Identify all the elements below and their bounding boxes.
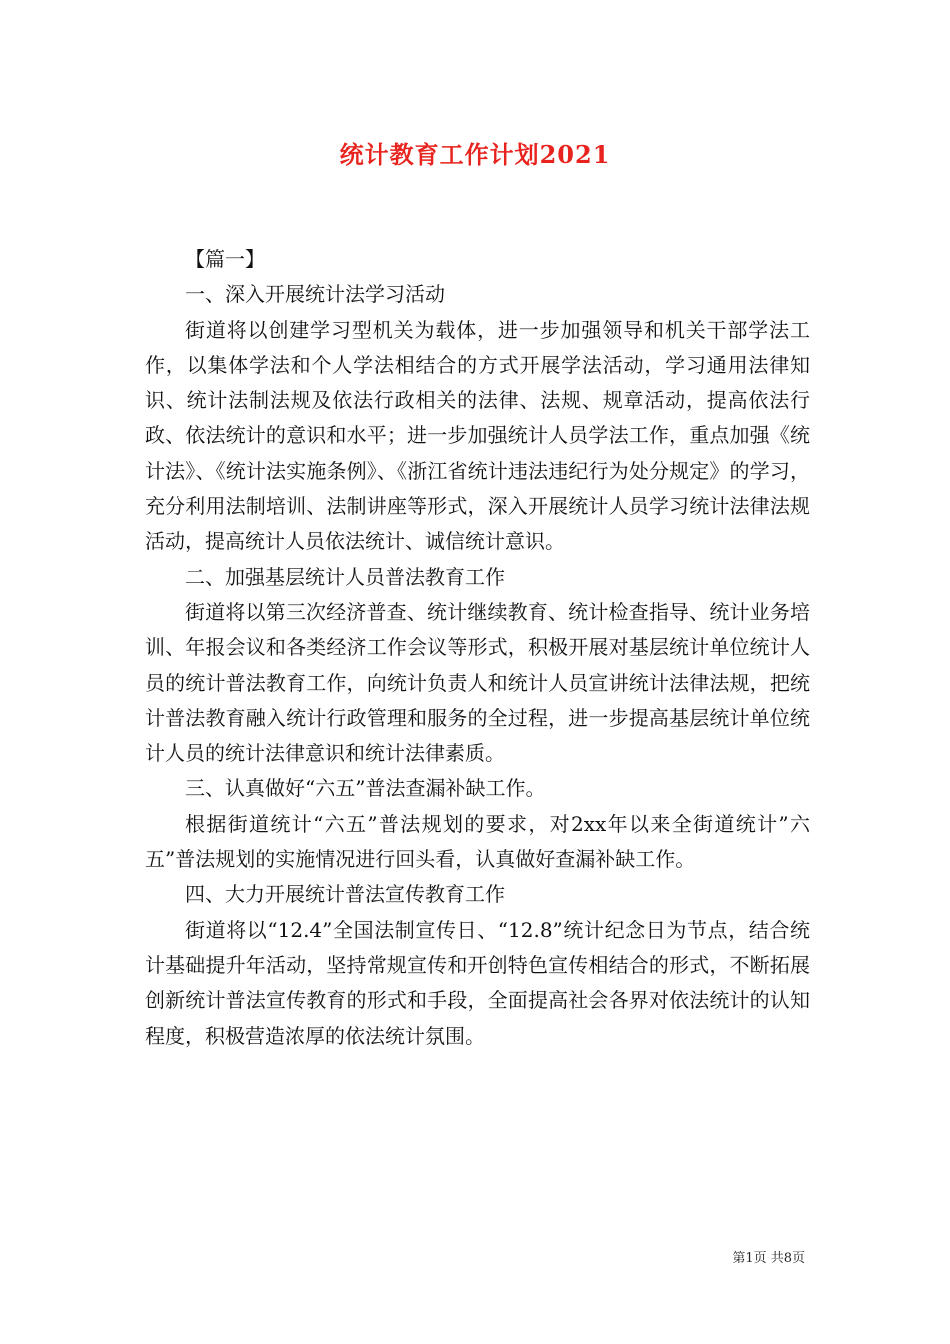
document-body	[145, 242, 810, 1054]
section-heading-2: 二、加强基层统计人员普法教育工作	[185, 564, 505, 589]
paragraph-1: 街道将以创建学习型机关为载体，进一步加强领导和机关干部学法工作，以集体学法和个人学法相结合的方式开展学法活动，学习通用法律知识、统计法制法规及依法行政相关的法律、法规、规章活动，提高依法行政、依法统计的意识和水平；进一步加强统计人员学法工作，重点加强《统计法》、《统计法实施条例》、《浙江省统计违法违纪行为处分规定》的学习，充分利用法制培训、法制讲座等形式，深入开展统计人员学习统计法律法规活动，提高统计人员依法统计、诚信统计意识。	[145, 317, 810, 554]
paragraph-3: 根据街道统计“六五”普法规划的要求，对2xx年以来全街道统计”六五”普法规划的实施情况进行回头看，认真做好查漏补缺工作。	[145, 811, 810, 872]
document-title: 统计教育工作计划2021	[339, 140, 611, 169]
paragraph-4: 街道将以“12.4”全国法制宣传日、“12.8”统计纪念日为节点，结合统计基础提升年活动，坚持常规宣传和开创特色宣传相结合的形式，不断拓展创新统计普法宣传教育的形式和手段，全面提高社会各界对依法统计的认知程度，积极营造浓厚的依法统计氛围。	[145, 917, 810, 1048]
section-heading-4: 四、大力开展统计普法宣传教育工作	[185, 882, 505, 907]
page-footer: 第1页 共8页	[732, 1251, 805, 1266]
section-heading-1: 一、深入开展统计法学习活动	[185, 282, 445, 307]
section-heading-3: 三、认真做好“六五”普法查漏补缺工作。	[185, 776, 546, 801]
paragraph-2: 街道将以第三次经济普查、统计继续教育、统计检查指导、统计业务培训、年报会议和各类经济工作会议等形式，积极开展对基层统计单位统计人员的统计普法教育工作，向统计负责人和统计人员宣讲统计法律法规，把统计普法教育融入统计行政管理和服务的全过程，进一步提高基层统计单位统计人员的统计法律意识和统计法律素质。	[145, 599, 810, 766]
section-marker: 【篇一】	[185, 247, 265, 271]
